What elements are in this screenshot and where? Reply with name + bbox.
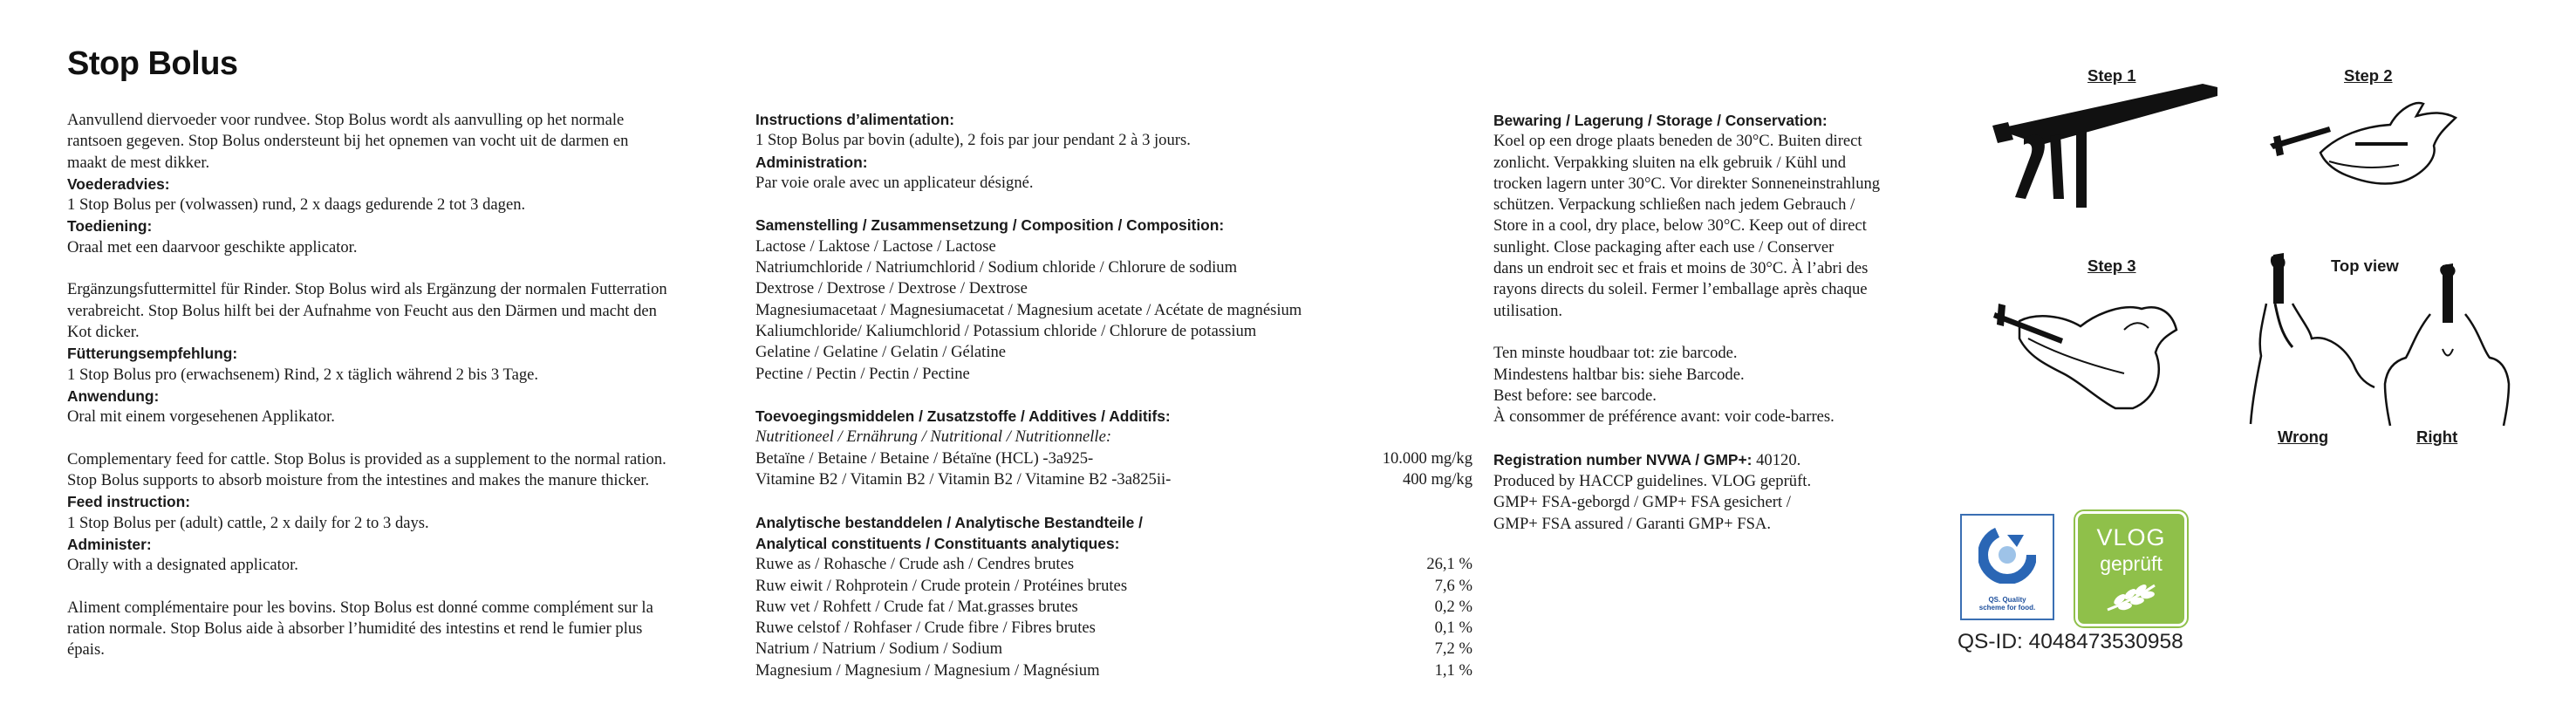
- section-heading: Administration:: [755, 153, 868, 171]
- analysis-row: [755, 469, 1472, 490]
- analysis-row: [755, 660, 1472, 681]
- section-heading: Samenstelling / Zusammensetzung / Composition / Composition:: [755, 216, 1225, 235]
- registration-label: Registration number NVWA / GMP+:: [1493, 450, 1753, 468]
- qs-id: QS-ID: 4048473530958: [1958, 630, 2183, 653]
- row-label: Magnesium / Magnesium / Magnesium / Magnésium: [755, 660, 1100, 680]
- section-heading: Toediening:: [67, 217, 153, 236]
- row-value: 400 mg/kg: [1402, 470, 1472, 489]
- step3-label: Step 3: [2087, 256, 2136, 275]
- top-view-right-icon: [2381, 262, 2512, 427]
- spacer: [755, 490, 1472, 511]
- analysis-row: [755, 554, 1472, 575]
- spacer: [755, 385, 1472, 406]
- text-line: GMP+ FSA assured / Garanti GMP+ FSA.: [1493, 514, 1771, 533]
- text-line: Produced by HACCP guidelines. VLOG geprüft.: [1493, 472, 1812, 491]
- text-line: Complementary feed for cattle. Stop Bolus is provided as a supplement to the normal ration.: [67, 449, 666, 468]
- text-line: Oral mit einem vorgesehenen Applikator.: [67, 407, 335, 427]
- section-heading: Analytical constituents / Constituants analytiques:: [755, 534, 1120, 552]
- section-heading: Voederadvies:: [67, 174, 170, 193]
- spacer: [67, 427, 667, 448]
- section-heading: Fütterungsempfehlung:: [67, 345, 238, 363]
- row-label: Natrium / Natrium / Sodium / Sodium: [755, 639, 1003, 659]
- analysis-row: [755, 618, 1472, 639]
- column-storage-registration: [1493, 110, 1880, 535]
- section-heading: Analytische bestanddelen / Analytische Bestandteile /: [755, 513, 1143, 531]
- text-line: Aanvullend diervoeder voor rundvee. Stop Bolus wordt als aanvulling op het normale: [67, 111, 625, 129]
- row-value: 0,2 %: [1434, 597, 1472, 616]
- text-line: Natriumchloride / Natriumchlorid / Sodium chloride / Chlorure de sodium: [755, 258, 1238, 277]
- applicator-icon: [1989, 77, 2224, 216]
- row-value: 10.000 mg/kg: [1382, 448, 1472, 468]
- row-label: Vitamine B2 / Vitamin B2 / Vitamin B2 / Vitamine B2 -3a825ii-: [755, 470, 1172, 489]
- cow-head-step2-icon: [2268, 92, 2469, 196]
- row-value: 7,2 %: [1434, 639, 1472, 659]
- vlog-line2: geprüft: [2100, 552, 2163, 575]
- spacer: [1493, 427, 1880, 448]
- column-feeding-composition: [755, 109, 1472, 681]
- section-heading: Administer:: [67, 535, 152, 553]
- text-line: GMP+ FSA-geborgd / GMP+ FSA gesichert /: [1493, 493, 1791, 512]
- step1-label: Step 1: [2087, 66, 2136, 85]
- qs-line2: scheme for food.: [1978, 604, 2036, 612]
- text-line: utilisation.: [1493, 301, 1563, 320]
- row-value: 0,1 %: [1434, 619, 1472, 638]
- analysis-row: [755, 576, 1472, 597]
- analysis-row: [755, 448, 1472, 469]
- row-label: Ruw eiwit / Rohprotein / Crude protein / Protéines brutes: [755, 576, 1128, 595]
- text-line: Oraal met een daarvoor geschikte applicator.: [67, 237, 358, 256]
- section-heading: Feed instruction:: [67, 493, 191, 511]
- text-line: ration normale. Stop Bolus aide à absorber l’humidité des intestins et rend le fumier plus: [67, 619, 643, 639]
- spacer: [755, 194, 1472, 215]
- text-line: rayons directs du soleil. Fermer l’emballage après chaque: [1493, 280, 1868, 299]
- right-label: Right: [2416, 427, 2458, 446]
- text-line: 1 Stop Bolus per (adult) cattle, 2 x daily for 2 to 3 days.: [67, 513, 429, 532]
- text-line: Pectine / Pectin / Pectin / Pectine: [755, 364, 970, 383]
- wrong-label: Wrong: [2278, 427, 2329, 446]
- section-heading: Toevoegingsmiddelen / Zusatzstoffe / Additives / Additifs:: [755, 407, 1171, 426]
- analysis-row: [755, 639, 1472, 660]
- registration-line: [1493, 449, 1880, 471]
- row-value: 26,1 %: [1426, 555, 1472, 574]
- text-line: verabreicht. Stop Bolus hilft bei der Aufnahme von Feucht aus den Därmen und macht den: [67, 301, 657, 320]
- vlog-line1: VLOG: [2096, 524, 2166, 550]
- text-line: Mindestens haltbar bis: siehe Barcode.: [1493, 365, 1745, 384]
- qs-swirl-icon: [1978, 526, 2036, 584]
- text-line: maakt de mest dikker.: [67, 153, 210, 172]
- text-line: Kaliumchloride/ Kaliumchlorid / Potassium chloride / Chlorure de potassium: [755, 321, 1257, 340]
- analysis-row: [755, 597, 1472, 618]
- vlog-logo: [2075, 511, 2187, 626]
- text-line: schützen. Verpackung schließen nach jedem Gebrauch /: [1493, 195, 1855, 215]
- spacer: [1493, 322, 1880, 343]
- row-value: 1,1 %: [1434, 660, 1472, 680]
- text-line: sunlight. Close packaging after each use / Conserver: [1493, 237, 1835, 256]
- row-label: Ruwe as / Rohasche / Crude ash / Cendres brutes: [755, 555, 1075, 574]
- text-line: 1 Stop Bolus per (volwassen) rund, 2 x daags gedurende 2 tot 3 dagen.: [67, 195, 526, 215]
- text-line: Ergänzungsfuttermittel für Rinder. Stop Bolus wird als Ergänzung der normalen Futterration: [67, 280, 667, 299]
- text-line: zonlicht. Verpakking sluiten na elk gebruik / Kühl und: [1493, 153, 1846, 172]
- text-line: À consommer de préférence avant: voir code-barres.: [1493, 407, 1835, 427]
- text-line: Kot dicker.: [67, 322, 140, 341]
- row-label: Ruw vet / Rohfett / Crude fat / Mat.grasses brutes: [755, 597, 1078, 616]
- text-line: Dextrose / Dextrose / Dextrose / Dextrose: [755, 279, 1028, 298]
- text-line: Magnesiumacetaat / Magnesiumacetat / Magnesium acetate / Acétate de magnésium: [755, 300, 1302, 319]
- text-line: trocken lagern unter 30°C. Vor direkter Sonneneinstrahlung: [1493, 174, 1881, 193]
- text-line: 1 Stop Bolus pro (erwachsenem) Rind, 2 x täglich während 2 bis 3 Tage.: [67, 365, 539, 384]
- text-line: Ten minste houdbaar tot: zie barcode.: [1493, 344, 1738, 363]
- text-line: Best before: see barcode.: [1493, 386, 1657, 405]
- spacer: [67, 577, 667, 598]
- spacer: [67, 258, 667, 279]
- row-label: Betaïne / Betaine / Betaine / Bétaïne (HCL) -3a925-: [755, 448, 1094, 468]
- section-heading: Instructions d’alimentation:: [755, 111, 955, 128]
- text-line: Store in a cool, dry place, below 30°C. Keep out of direct: [1493, 216, 1867, 236]
- text-line: épais.: [67, 640, 105, 660]
- row-label: Ruwe celstof / Rohfaser / Crude fibre / Fibres brutes: [755, 619, 1096, 638]
- text-line: rantsoen gegeven. Stop Bolus ondersteunt bij het opnemen van vocht uit de darmen en: [67, 132, 629, 151]
- registration-value: 40120.: [1752, 450, 1801, 469]
- cow-head-step3-icon: [1993, 277, 2194, 417]
- text-line: Stop Bolus supports to absorb moisture from the intestines and makes the manure thicker.: [67, 471, 650, 490]
- text-line: dans un endroit sec et frais et moins de 30°C. À l’abri des: [1493, 259, 1869, 278]
- qs-quality-logo: [1960, 514, 2054, 620]
- section-heading: Anwendung:: [67, 386, 160, 405]
- text-line: Aliment complémentaire pour les bovins. Stop Bolus est donné comme complément sur la: [67, 598, 653, 617]
- step2-label: Step 2: [2344, 66, 2393, 85]
- text-line: 1 Stop Bolus par bovin (adulte), 2 fois par jour pendant 2 à 3 jours.: [755, 131, 1191, 150]
- page-title: Stop Bolus: [67, 45, 238, 82]
- top-view-wrong-icon: [2249, 251, 2380, 426]
- qs-line1: QS. Quality: [1988, 596, 2026, 604]
- text-line: Gelatine / Gelatine / Gelatin / Gélatine: [755, 343, 1007, 362]
- text-line: Koel op een droge plaats beneden de 30°C. Buiten direct: [1493, 132, 1862, 151]
- text-line: Nutritioneel / Ernährung / Nutritional / Nutritionnelle:: [755, 427, 1112, 447]
- text-line: Lactose / Laktose / Lactose / Lactose: [755, 236, 996, 256]
- top-view-label: Top view: [2331, 256, 2399, 275]
- text-line: Orally with a designated applicator.: [67, 556, 298, 575]
- section-heading: Bewaring / Lagerung / Storage / Conservation:: [1493, 112, 1828, 129]
- text-line: Par voie orale avec un applicateur désigné.: [755, 173, 1034, 192]
- wheat-leaf-icon: [2104, 582, 2158, 613]
- column-dutch-german-english: [67, 110, 667, 661]
- row-value: 7,6 %: [1434, 576, 1472, 595]
